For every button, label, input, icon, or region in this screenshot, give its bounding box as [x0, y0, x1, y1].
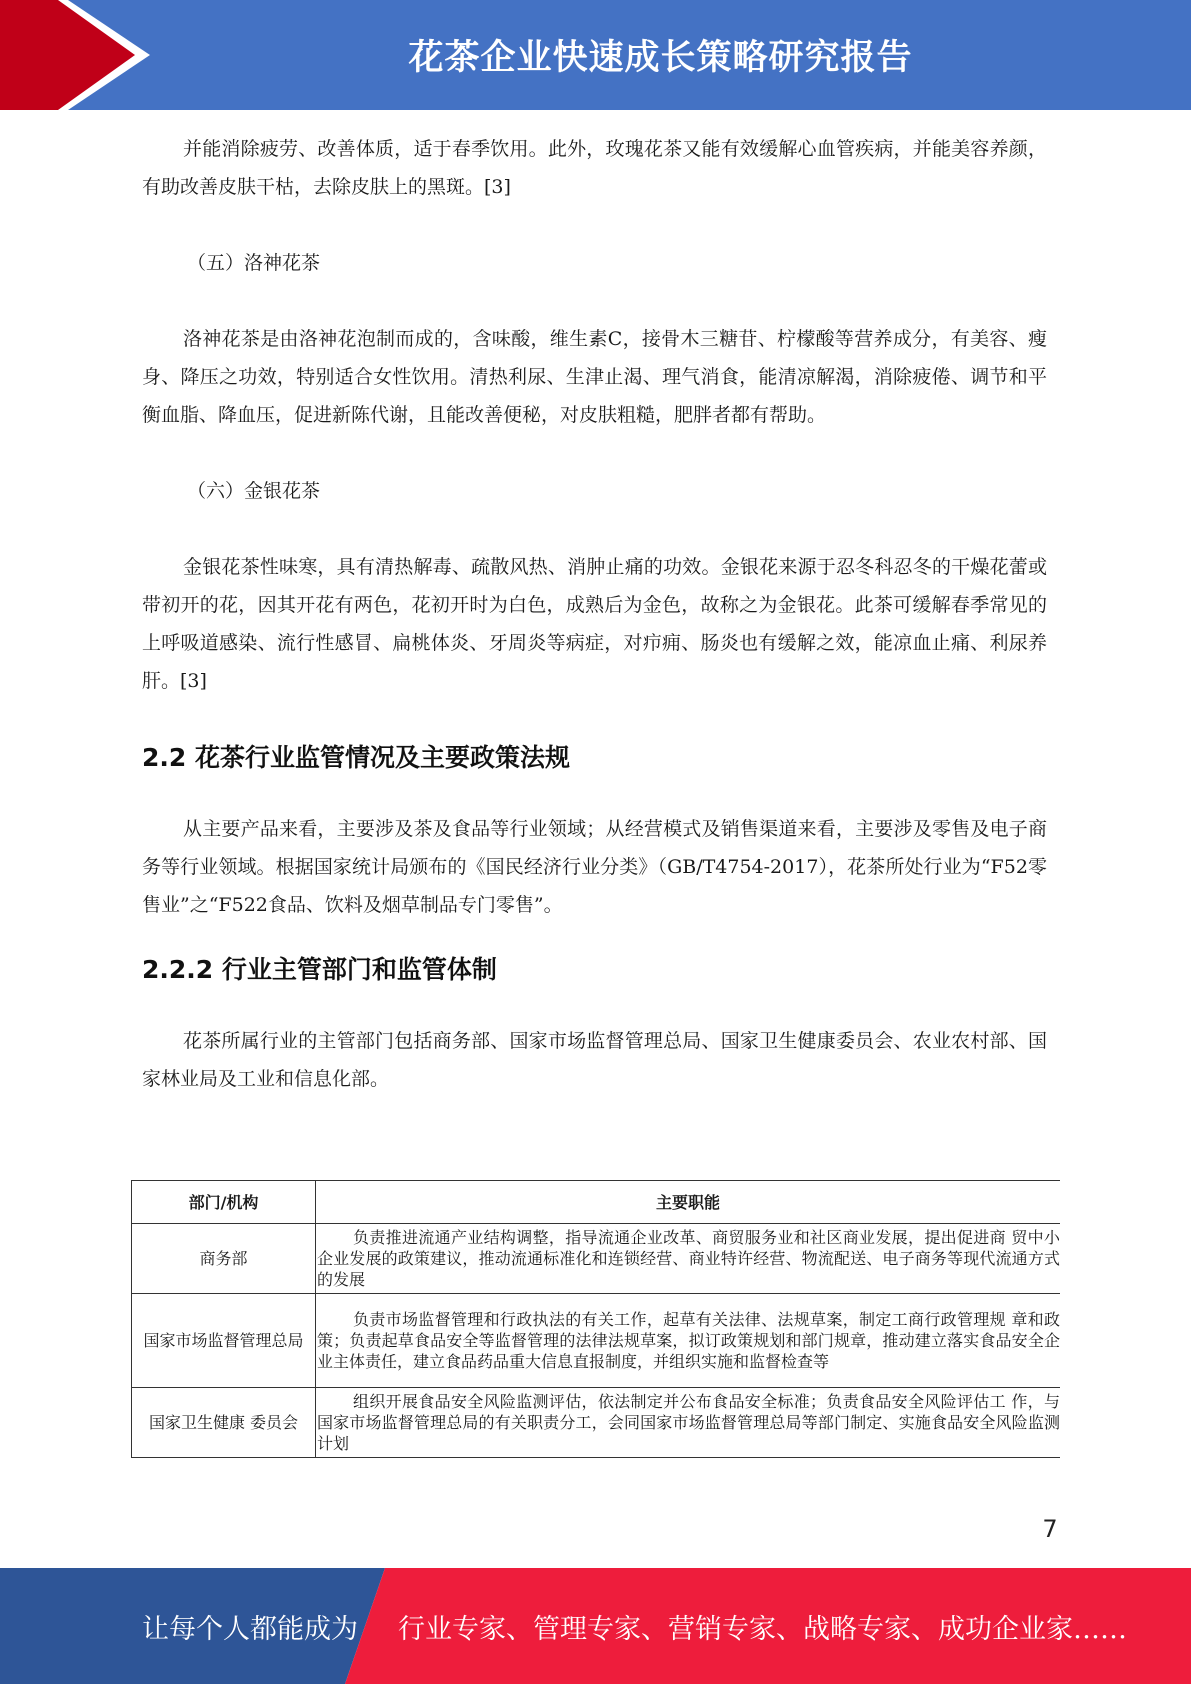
regulator-table — [131, 1180, 1060, 1458]
page-number: 7 — [1042, 1515, 1058, 1543]
paragraph-roselle-tea: 洛神花茶是由洛神花泡制而成的，含味酸，维生素C，接骨木三糖苷、柠檬酸等营养成分，有美容、瘦身、降压之功效，特别适合女性饮用。清热利尿、生津止渴、理气消食，能清凉解渴，消除疲倦、调节和平衡血脂、降血压，促进新陈代谢，且能改善便秘，对皮肤粗糙，肥胖者都有帮助。 — [142, 328, 1047, 426]
table-header-row — [132, 1181, 1061, 1224]
paragraph-regulators: 花茶所属行业的主管部门包括商务部、国家市场监督管理总局、国家卫生健康委员会、农业农村部、国家林业局及工业和信息化部。 — [142, 1030, 1047, 1090]
section-heading-2-2-2: 2.2.2 行业主管部门和监管体制 — [142, 955, 497, 984]
page-footer — [0, 1568, 1191, 1684]
table-row — [132, 1388, 1061, 1458]
header-chevron-icon — [0, 0, 160, 110]
page-header — [0, 0, 1191, 110]
table-cell-duty: 负责推进流通产业结构调整，指导流通企业改革、商贸服务业和社区商业发展，提出促进商 贸中小企业发展的政策建议，推动流通标准化和连锁经营、商业特许经营、物流配送、电子商务等现代流通方式的发展 — [316, 1224, 1061, 1294]
table-row — [132, 1224, 1061, 1294]
table-row — [132, 1294, 1061, 1388]
paragraph-rose-tea-cont: 并能消除疲劳、改善体质，适于春季饮用。此外，玫瑰花茶又能有效缓解心血管疾病，并能美容养颜，有助改善皮肤干枯，去除皮肤上的黑斑。[3] — [142, 138, 1047, 198]
page-content — [142, 130, 1047, 1098]
subheading-honeysuckle-tea: （六）金银花茶 — [187, 480, 321, 502]
footer-slogan-right: 行业专家、管理专家、营销专家、战略专家、成功企业家…… — [398, 1613, 1127, 1645]
table-cell-dept: 国家卫生健康 委员会 — [132, 1388, 316, 1458]
table-header-dept: 部门/机构 — [132, 1181, 316, 1224]
regulator-table-wrapper — [131, 1180, 1060, 1459]
subheading-roselle-tea: （五）洛神花茶 — [187, 252, 321, 274]
paragraph-industry-classification: 从主要产品来看，主要涉及茶及食品等行业领域；从经营模式及销售渠道来看，主要涉及零售及电子商务等行业领域。根据国家统计局颁布的《国民经济行业分类》（GB/T4754-2017），花茶所处行业为“F52零售业”之“F522食品、饮料及烟草制品专门零售”。 — [142, 818, 1047, 916]
section-heading-2-2: 2.2 花茶行业监管情况及主要政策法规 — [142, 743, 570, 772]
table-cell-dept: 商务部 — [132, 1224, 316, 1294]
footer-slogan-left: 让每个人都能成为 — [142, 1613, 358, 1645]
table-header-duty: 主要职能 — [316, 1181, 1061, 1224]
table-cell-duty: 负责市场监督管理和行政执法的有关工作，起草有关法律、法规草案，制定工商行政管理规 章和政策；负责起草食品安全等监督管理的法律法规草案，拟订政策规划和部门规章，推动建立落实食品安全企业主体责任，建立食品药品重大信息直报制度，并组织实施和监督检查等 — [316, 1294, 1061, 1388]
report-title: 花茶企业快速成长策略研究报告 — [408, 38, 913, 78]
table-cell-dept: 国家市场监督管理总局 — [132, 1294, 316, 1388]
table-cell-duty: 组织开展食品安全风险监测评估，依法制定并公布食品安全标准；负责食品安全风险评估工 作，与国家市场监督管理总局的有关职责分工，会同国家市场监督管理总局等部门制定、实施食品安全风险监测计划 — [316, 1388, 1061, 1458]
paragraph-honeysuckle-tea: 金银花茶性味寒，具有清热解毒、疏散风热、消肿止痛的功效。金银花来源于忍冬科忍冬的干燥花蕾或带初开的花，因其开花有两色，花初开时为白色，成熟后为金色，故称之为金银花。此茶可缓解春季常见的上呼吸道感染、流行性感冒、扁桃体炎、牙周炎等病症，对疖痈、肠炎也有缓解之效，能凉血止痛、利尿养肝。[3] — [142, 556, 1047, 692]
